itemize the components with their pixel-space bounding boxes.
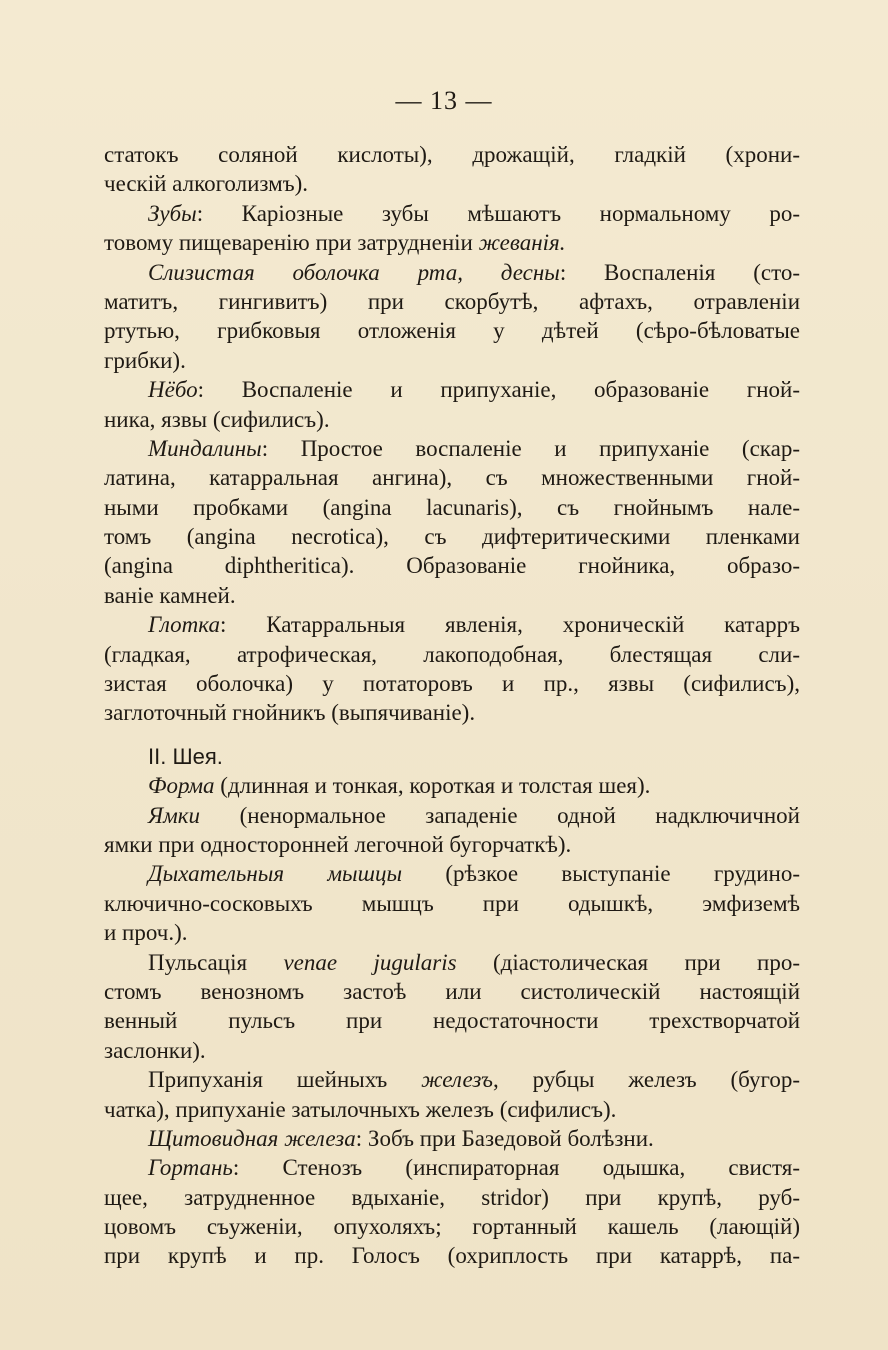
italic-term: Форма	[148, 773, 215, 799]
text-line	[104, 522, 800, 551]
text-run: и проч.).	[104, 920, 188, 946]
text-run: венный пульсъ при недостаточности трехстворчатой	[104, 1008, 800, 1034]
text-line	[104, 258, 800, 287]
text-run: заслонки).	[104, 1037, 206, 1063]
text-line	[104, 698, 800, 727]
text-line	[104, 1241, 800, 1270]
italic-term: Ямки	[148, 802, 201, 828]
text-run: , рубцы железъ (бугор-	[492, 1067, 800, 1093]
text-line	[104, 287, 800, 316]
text-run: ческій алкоголизмъ).	[104, 171, 309, 197]
section-title: II. Шея.	[148, 743, 223, 769]
text-run: ника, язвы (сифилисъ).	[104, 406, 330, 432]
text-run: ямки при односторонней легочной бугорчаткѣ).	[104, 831, 572, 857]
text-run: зистая оболочка) у потаторовъ и пр., язвы (сифилисъ),	[104, 671, 800, 697]
text-line	[104, 199, 800, 228]
text-line	[104, 346, 800, 375]
text-line	[104, 1006, 800, 1035]
text-run: ключично-сосковыхъ мышцъ при одышкѣ, эмфиземѣ	[104, 890, 800, 916]
text-run: грибки).	[104, 347, 186, 373]
text-line	[104, 948, 800, 977]
text-run: стомъ венозномъ застоѣ или систолическій настоящій	[104, 978, 800, 1004]
text-line	[104, 830, 800, 859]
text-run: (діастолическая при про-	[456, 949, 801, 975]
italic-term: Щитовидная железа	[148, 1125, 356, 1151]
italic-term: Нёбо	[148, 377, 198, 403]
text-run: цовомъ съуженіи, опухоляхъ; гортанный кашель (лающій)	[104, 1214, 800, 1240]
text-run: товому пищеваренію при затрудненіи	[104, 230, 479, 256]
text-run: (ненормальное западеніе одной надключичной	[200, 802, 800, 828]
italic-term: Дыхательныя мышцы	[148, 861, 403, 887]
italic-term: Слизистая оболочка рта, десны	[148, 259, 560, 285]
text-line	[104, 1212, 800, 1241]
text-run: ными пробками (angina lacunaris), съ гнойнымъ нале-	[104, 494, 800, 520]
text-run: (angina diphtheritica). Образованіе гнойника, образо-	[104, 553, 800, 579]
text-line	[104, 316, 800, 345]
italic-term: железъ	[421, 1067, 493, 1093]
italic-term: Глотка	[148, 612, 220, 638]
text-line	[104, 375, 800, 404]
text-line	[104, 1183, 800, 1212]
italic-term: venae jugularis	[283, 949, 457, 975]
text-run: (длинная и тонкая, короткая и толстая шея).	[214, 773, 651, 799]
text-run: : Воспаленіе и припуханіе, образованіе гной-	[197, 377, 800, 403]
text-run: ваніе камней.	[104, 582, 236, 608]
page-number: — 13 —	[395, 86, 493, 115]
text-run: : Воспаленія (сто-	[559, 259, 800, 285]
text-line	[104, 918, 800, 947]
italic-term: Гортань	[148, 1155, 233, 1181]
text-line	[104, 669, 800, 698]
text-line	[104, 169, 800, 198]
text-line	[104, 581, 800, 610]
text-line	[104, 859, 800, 888]
text-run: : Катарральныя явленія, хроническій катарръ	[219, 612, 800, 638]
text-run: ртутью, грибковыя отложенія у дѣтей (сѣро-бѣловатые	[104, 318, 800, 344]
text-line	[104, 493, 800, 522]
text-run: : Стенозъ (инспираторная одышка, свистя-	[232, 1155, 800, 1181]
section-heading	[104, 742, 800, 771]
text-run: : Каріозные зубы мѣшаютъ нормальному ро-	[196, 200, 800, 226]
text-run: заглоточный гнойникъ (выпячиваніе).	[104, 700, 476, 726]
text-run: Пульсація	[148, 949, 284, 975]
text-line	[104, 463, 800, 492]
text-run: (гладкая, атрофическая, лакоподобная, блестящая сли-	[104, 641, 800, 667]
text-run: латина, катарральная ангина), съ множественными гной-	[104, 465, 800, 491]
text-run: : Простое воспаленіе и припуханіе (скар-	[261, 435, 800, 461]
text-line	[104, 1036, 800, 1065]
text-line	[104, 610, 800, 639]
text-run: (рѣзкое выступаніе грудино-	[402, 861, 800, 887]
text-line	[104, 889, 800, 918]
text-line	[104, 228, 800, 257]
text-line	[104, 977, 800, 1006]
text-run: при крупѣ и пр. Голосъ (охриплость при катаррѣ, па-	[104, 1243, 800, 1269]
text-line	[104, 640, 800, 669]
text-run: Припуханія шейныхъ	[148, 1067, 422, 1093]
text-run: щее, затрудненное вдыханіе, stridor) при крупѣ, руб-	[104, 1184, 800, 1210]
text-line	[104, 1124, 800, 1153]
body-text	[104, 140, 800, 1271]
text-line	[104, 801, 800, 830]
text-run: статокъ соляной кислоты), дрожащій, гладкій (хрони-	[104, 142, 800, 167]
text-line	[104, 1095, 800, 1124]
text-line	[104, 434, 800, 463]
text-line	[104, 405, 800, 434]
text-line	[104, 551, 800, 580]
text-line	[104, 771, 800, 800]
italic-term: Миндалины	[148, 435, 262, 461]
text-run: : Зобъ при Базедовой болѣзни.	[355, 1125, 654, 1151]
text-line	[104, 1065, 800, 1094]
text-line	[104, 140, 800, 169]
text-run: томъ (angina necrotica), съ дифтеритическими пленками	[104, 524, 800, 550]
text-run: матитъ, гингивитъ) при скорбутѣ, афтахъ, отравленіи	[104, 288, 800, 314]
text-run: чатка), припуханіе затылочныхъ железъ (сифилисъ).	[104, 1096, 617, 1122]
italic-term: жеванія.	[478, 230, 566, 256]
text-line	[104, 1153, 800, 1182]
italic-term: Зубы	[148, 200, 197, 226]
